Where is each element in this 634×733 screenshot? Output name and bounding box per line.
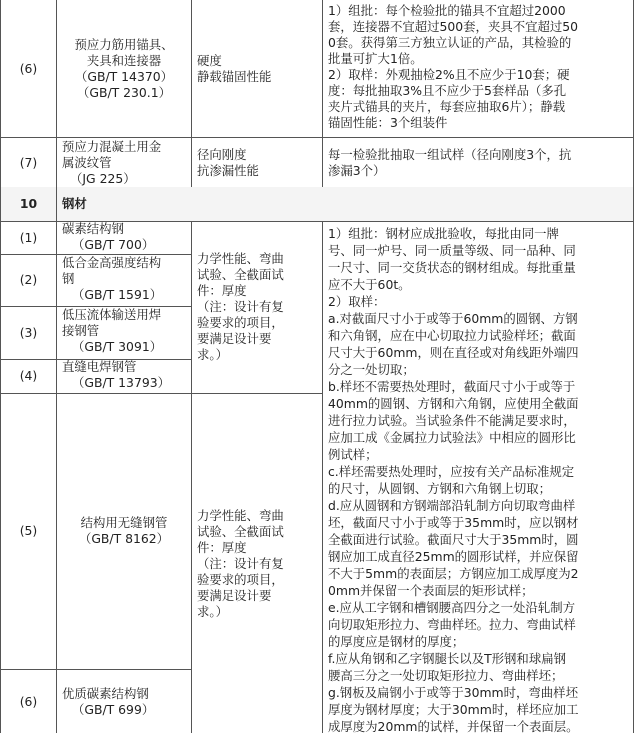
- material-name-line: 低合金高强度结构: [62, 255, 162, 270]
- rule-line: 的尺寸，从圆钢、方钢和六角钢上切取；: [328, 481, 552, 496]
- row-number: [0, 359, 57, 394]
- material-standard: （GB/T 700）: [72, 237, 155, 252]
- rule-line: 批量可扩大1倍。: [328, 51, 423, 66]
- test-note: 要满足设计要: [197, 331, 272, 346]
- row-number: [0, 0, 57, 138]
- rule-line: 每一检验批抽取一组试样（径向刚度3个，抗: [328, 146, 572, 162]
- test-note: 验要求的项目，: [197, 315, 284, 330]
- row-number: [0, 138, 57, 188]
- rule-line: 不大于5mm的表面层；方钢应加工成厚度为2: [328, 566, 579, 581]
- material-name-cell: [57, 0, 192, 138]
- rule-line: 坯，截面尺寸小于或等于35mm时，应以钢材: [328, 515, 579, 530]
- row-number: [0, 306, 57, 360]
- material-name-cell: [57, 669, 192, 733]
- rule-line: 全截面进行试验。截面尺寸大于35mm时，圆: [328, 532, 579, 547]
- rule-line: 分之一处切取；: [328, 362, 415, 377]
- row-number: [0, 669, 57, 733]
- row-number-text: (2): [19, 272, 38, 287]
- rule-line: 0套。获得第三方独立认证的产品，其检验的: [328, 35, 572, 50]
- test-item: 径向刚度: [197, 146, 247, 162]
- test-item: 力学性能、弯曲: [197, 507, 284, 523]
- rule-line: 进行拉力试验。当试验条件不能满足要求时，: [328, 413, 576, 428]
- rule-line: 钢应加工成直径25mm的圆形试样，并应保留: [328, 549, 579, 564]
- test-item: 件：厚度: [197, 283, 247, 298]
- material-name-line: 碳素结构钢: [62, 221, 124, 236]
- rule-line: 应不大于60t。: [328, 277, 411, 292]
- rule-line: 成厚度为20mm的试样，并保留一个表面层。: [328, 719, 579, 733]
- material-name-cell: [57, 306, 192, 360]
- test-items-cell: [192, 138, 323, 188]
- rule-line: 夹片式锚具的夹片，每套应抽取6片）；静载: [328, 99, 566, 114]
- material-name-line: 低压流体输送用焊: [62, 307, 162, 322]
- material-standard: （GB/T 13793）: [72, 375, 170, 390]
- rule-line: 例试样；: [328, 447, 378, 462]
- rule-line: 2）取样：: [328, 294, 386, 309]
- rule-line: 套，连接器不宜超过500套，夹具不宜超过50: [328, 19, 579, 34]
- test-items-cell: [192, 393, 323, 733]
- rule-line: 40mm的圆钢、方钢和六角钢，应使用全截面: [328, 396, 579, 411]
- rule-line: 0mm并保留一个表面层的矩形试样；: [328, 583, 534, 598]
- rule-line: 渗漏3个）: [328, 162, 386, 178]
- row-number-text: (7): [19, 154, 38, 170]
- test-item: 静载锚固性能: [197, 68, 272, 84]
- rule-line: 号、同一炉号、同一质量等级、同一品种、同: [328, 243, 576, 258]
- material-name-cell: [57, 359, 192, 394]
- sampling-rule-cell: [323, 138, 634, 188]
- section-title: [57, 187, 634, 222]
- rule-line: 锚固性能：3个组装件: [328, 115, 448, 130]
- rule-line: 腰高三分之一处切取矩形拉力、弯曲样坯；: [328, 668, 564, 683]
- material-standard: （GB/T 230.1）: [76, 84, 172, 100]
- row-number-text: (6): [19, 60, 38, 76]
- material-standard: （GB/T 1591）: [72, 287, 163, 302]
- material-name-cell: [57, 254, 192, 307]
- test-item: 力学性能、弯曲: [197, 251, 284, 266]
- rule-line: 1）组批：钢材应成批验收，每批由同一牌: [328, 226, 559, 241]
- material-standard: （JG 225）: [70, 170, 136, 186]
- rule-line: a.对截面尺寸小于或等于60mm的圆钢、方钢: [328, 311, 578, 326]
- rule-line: g.钢板及扁钢小于或等于30mm时，弯曲样坯: [328, 685, 578, 700]
- material-name-line: 夹具和连接器: [86, 52, 162, 68]
- material-name-line: 钢: [62, 271, 75, 286]
- material-name-line: 直缝电焊钢管: [62, 359, 137, 374]
- test-item: 抗渗漏性能: [197, 162, 259, 178]
- test-note: 验要求的项目，: [197, 571, 284, 587]
- material-name-line: 预应力筋用锚具、: [74, 36, 174, 52]
- material-standard: （GB/T 14370）: [75, 68, 173, 84]
- rule-line: 的厚度应是钢材的厚度；: [328, 634, 465, 649]
- rule-line: 一尺寸、同一交货状态的钢材组成。每批重量: [328, 260, 576, 275]
- rule-line: 厚度为钢材厚度；大于30mm时，样坯应加工: [328, 702, 579, 717]
- row-number: [0, 221, 57, 255]
- rule-line: e.应从工字钢和槽钢腰高四分之一处沿轧制方: [328, 600, 575, 615]
- material-standard: （GB/T 8162）: [78, 531, 170, 546]
- section-title-text: 钢材: [62, 196, 87, 211]
- material-name-cell: [57, 221, 192, 255]
- row-number: [0, 393, 57, 670]
- material-name-line: 结构用无缝钢管: [80, 515, 168, 530]
- test-note: 求。）: [197, 603, 228, 619]
- row-number-text: (1): [19, 229, 38, 245]
- test-note: 求。）: [197, 347, 228, 362]
- test-item: 硬度: [197, 52, 222, 68]
- rule-line: 尺寸大于60mm，则在直径或对角线距外端四: [328, 345, 579, 360]
- rule-line: 1）组批：每个检验批的锚具不宜超过2000: [328, 3, 566, 18]
- rule-line: b.样坯不需要热处理时，截面尺寸小于或等于: [328, 379, 576, 394]
- material-name-line: 预应力混凝土用金: [62, 138, 162, 154]
- material-standard: （GB/T 3091）: [72, 339, 163, 354]
- section-number-text: 10: [19, 196, 38, 211]
- material-name-cell: [57, 393, 192, 670]
- rule-line: 应加工成《金属拉力试验法》中相应的圆形比: [328, 430, 576, 445]
- row-number: [0, 254, 57, 307]
- rule-line: c.样坯需要热处理时，应按有关产品标准规定: [328, 464, 575, 479]
- rule-line: 和六角钢，应在中心切取拉力试验样坯；截面: [328, 328, 576, 343]
- rule-line: d.应从圆钢和方钢端部沿轧制方向切取弯曲样: [328, 498, 576, 513]
- test-items-cell: [192, 0, 323, 138]
- test-items-cell: [192, 221, 323, 394]
- material-name-line: 优质碳素结构钢: [62, 685, 149, 701]
- row-number-text: (5): [19, 523, 38, 538]
- row-number-text: (3): [19, 324, 38, 340]
- material-name-line: 属波纹管: [62, 154, 112, 170]
- row-number-text: (4): [19, 368, 38, 383]
- test-item: 试验、全截面试: [197, 267, 284, 282]
- test-item: 件：厚度: [197, 539, 247, 555]
- row-number-text: (6): [19, 693, 38, 709]
- test-note: （注：设计有复: [197, 555, 284, 571]
- material-standard: （GB/T 699）: [72, 701, 155, 717]
- rule-line: 2）取样：外观抽检2%且不应少于10套；硬: [328, 67, 570, 82]
- rule-line: f.应从角钢和乙字钢腿长以及T形钢和球扁钢: [328, 651, 566, 666]
- material-name-line: 接钢管: [62, 323, 100, 338]
- material-name: [74, 37, 173, 101]
- material-name-cell: [57, 138, 192, 188]
- rule-line: 向切取矩形拉力、弯曲样坯。拉力、弯曲试样: [328, 617, 576, 632]
- sampling-rule-cell: [323, 0, 634, 138]
- rule-line: 度：每批抽取3%且不应少于5套样品（多孔: [328, 83, 567, 98]
- test-item: 试验、全截面试: [197, 523, 284, 539]
- test-note: 要满足设计要: [197, 587, 272, 603]
- test-note: （注：设计有复: [197, 299, 284, 314]
- section-number: [0, 187, 57, 222]
- sampling-rule-cell: [323, 221, 634, 733]
